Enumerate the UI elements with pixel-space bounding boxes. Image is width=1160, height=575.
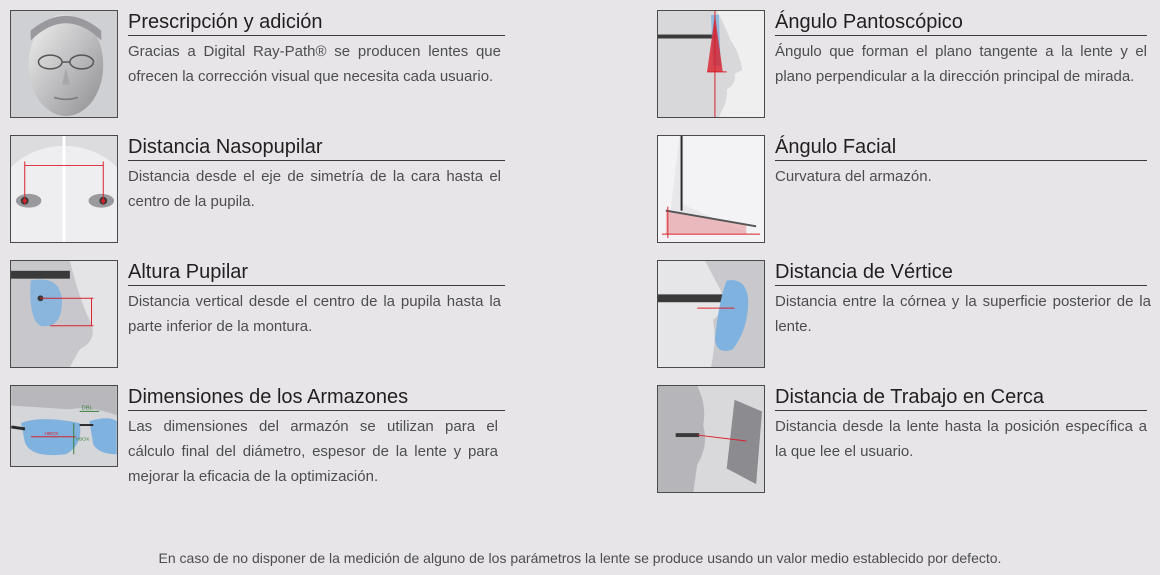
hbox-label: HBOX	[44, 431, 59, 437]
default-value-note: En caso de no disponer de la medición de alguno de los parámetros la lente se produce usando un valor medio establecido por defecto.	[158, 550, 1002, 566]
item-title: Distancia de Trabajo en Cerca	[775, 386, 1045, 408]
pantoscopic-angle-image	[657, 10, 765, 118]
facial-angle-image	[657, 135, 765, 243]
item-description: Distancia desde la lente hasta la posición específica a la que lee el usuario.	[775, 418, 1147, 460]
title-rule	[775, 285, 1147, 286]
title-rule	[128, 35, 505, 36]
item-description: Gracias a Digital Ray-Path® se producen lentes que ofrecen la corrección visual que necesita cada usuario.	[128, 43, 501, 85]
item-title: Prescripción y adición	[128, 11, 323, 33]
title-rule	[128, 160, 505, 161]
dbl-label: DBL	[81, 405, 93, 412]
item-dimensiones-armazones	[10, 385, 505, 525]
title-rule	[775, 410, 1147, 411]
item-description: Distancia desde el eje de simetría de la cara hasta el centro de la pupila.	[128, 168, 501, 210]
vertex-distance-image	[657, 260, 765, 368]
item-description: Ángulo que forman el plano tangente a la lente y el plano perpendicular a la dirección principal de mirada.	[775, 43, 1147, 85]
item-distancia-trabajo-cerca	[657, 385, 1157, 495]
frame-dimensions-image	[10, 385, 118, 467]
item-angulo-pantoscopico	[657, 10, 1157, 120]
eyes-symmetry-image	[10, 135, 118, 243]
item-title: Altura Pupilar	[128, 261, 249, 283]
item-description: Las dimensiones del armazón se utilizan para el cálculo final del diámetro, espesor de la lente y para mejorar la eficacia de la optimización.	[128, 418, 498, 485]
item-title: Ángulo Pantoscópico	[775, 11, 963, 33]
face-with-glasses-image	[10, 10, 118, 118]
item-title: Ángulo Facial	[775, 136, 897, 158]
title-rule	[128, 410, 505, 411]
item-title: Dimensiones de los Armazones	[128, 386, 409, 408]
title-rule	[128, 285, 505, 286]
item-description: Distancia entre la córnea y la superficie posterior de la lente.	[775, 293, 1151, 335]
item-distancia-vertice	[657, 260, 1157, 370]
item-nasopupilar	[10, 135, 505, 245]
item-title: Distancia de Vértice	[775, 261, 953, 283]
title-rule	[775, 35, 1147, 36]
item-title: Distancia Nasopupilar	[128, 136, 323, 158]
vbox-label: VBOX	[75, 437, 90, 443]
item-description: Distancia vertical desde el centro de la pupila hasta la parte inferior de la montura.	[128, 293, 501, 335]
item-altura-pupilar	[10, 260, 505, 370]
item-description: Curvatura del armazón.	[775, 168, 932, 185]
near-working-distance-image	[657, 385, 765, 493]
pupil-height-image	[10, 260, 118, 368]
item-angulo-facial	[657, 135, 1157, 245]
title-rule	[775, 160, 1147, 161]
item-prescripcion	[10, 10, 505, 120]
